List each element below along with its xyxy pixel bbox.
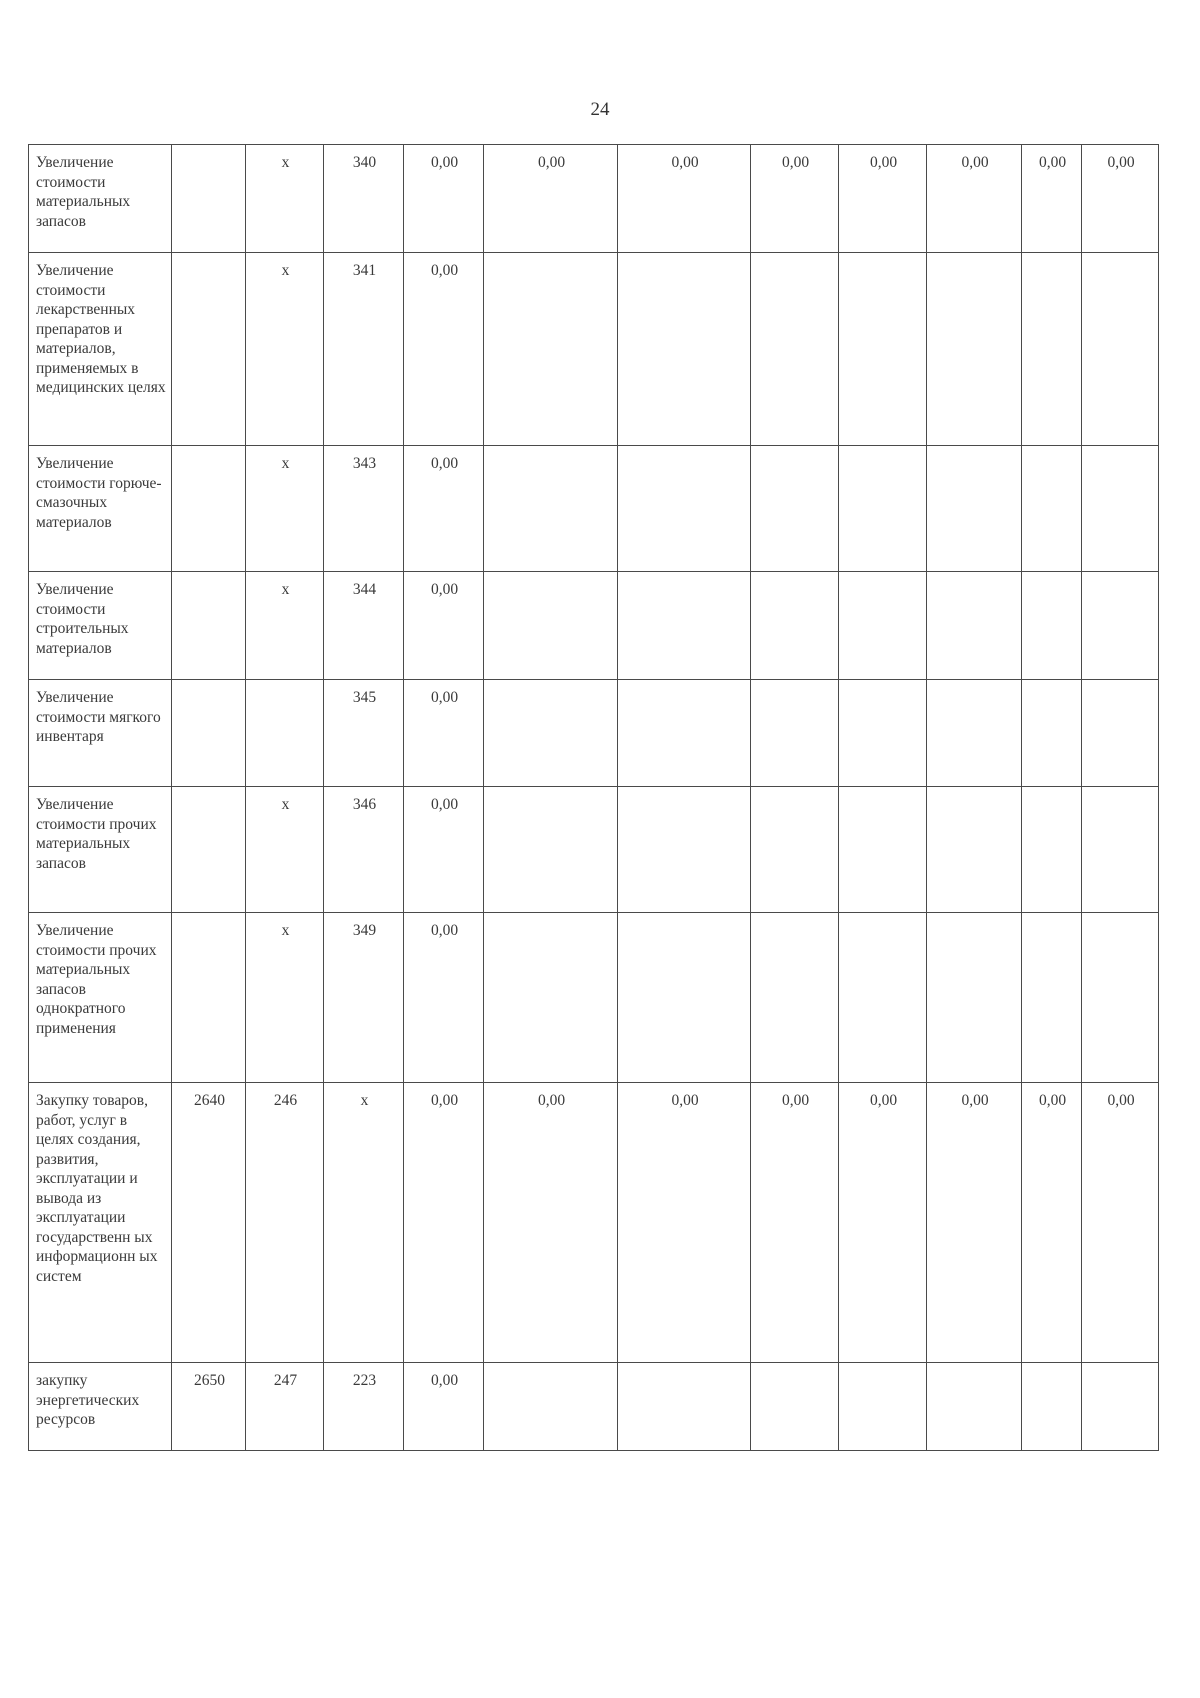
kosgu-code-cell: 349 xyxy=(324,913,404,1083)
amount-cell xyxy=(1082,913,1159,1083)
amount-cell xyxy=(618,787,751,913)
amount-cell: 0,00 xyxy=(1082,145,1159,253)
amount-cell xyxy=(618,572,751,680)
line-code-cell: 2640 xyxy=(172,1083,246,1363)
amount-cell xyxy=(839,572,927,680)
amount-cell xyxy=(1082,787,1159,913)
amount-cell xyxy=(484,1363,618,1451)
row-name-cell: Увеличение стоимости горюче-смазочных материалов xyxy=(29,446,172,572)
line-code-cell xyxy=(172,787,246,913)
amount-cell xyxy=(484,572,618,680)
kosgu-code-cell: х xyxy=(324,1083,404,1363)
row-name-cell: Увеличение стоимости лекарственных препаратов и материалов, применяемых в медицинских целях xyxy=(29,253,172,446)
amount-cell: 0,00 xyxy=(751,1083,839,1363)
line-code-cell xyxy=(172,913,246,1083)
amount-cell xyxy=(839,787,927,913)
table-row xyxy=(29,1363,1159,1451)
kosgu-code-cell: 344 xyxy=(324,572,404,680)
amount-cell: 0,00 xyxy=(618,145,751,253)
kbk-code-cell: 246 xyxy=(246,1083,324,1363)
amount-cell xyxy=(618,913,751,1083)
amount-cell xyxy=(1082,572,1159,680)
amount-cell: 0,00 xyxy=(404,1363,484,1451)
amount-cell xyxy=(839,913,927,1083)
table-row xyxy=(29,680,1159,787)
table-body xyxy=(29,145,1159,1451)
amount-cell xyxy=(751,913,839,1083)
line-code-cell xyxy=(172,572,246,680)
kosgu-code-cell: 345 xyxy=(324,680,404,787)
kosgu-code-cell: 346 xyxy=(324,787,404,913)
line-code-cell: 2650 xyxy=(172,1363,246,1451)
amount-cell xyxy=(1022,253,1082,446)
amount-cell: 0,00 xyxy=(839,145,927,253)
line-code-cell xyxy=(172,680,246,787)
kbk-code-cell: х xyxy=(246,787,324,913)
amount-cell xyxy=(1082,446,1159,572)
amount-cell xyxy=(839,680,927,787)
amount-cell xyxy=(751,787,839,913)
amount-cell: 0,00 xyxy=(751,145,839,253)
amount-cell xyxy=(751,253,839,446)
kbk-code-cell: х xyxy=(246,913,324,1083)
amount-cell: 0,00 xyxy=(927,1083,1022,1363)
amount-cell xyxy=(839,1363,927,1451)
amount-cell xyxy=(1022,787,1082,913)
amount-cell: 0,00 xyxy=(1022,1083,1082,1363)
amount-cell xyxy=(1022,572,1082,680)
amount-cell: 0,00 xyxy=(1082,1083,1159,1363)
page-number: 24 xyxy=(590,99,610,120)
amount-cell: 0,00 xyxy=(839,1083,927,1363)
amount-cell xyxy=(484,787,618,913)
table-row xyxy=(29,145,1159,253)
amount-cell: 0,00 xyxy=(484,145,618,253)
row-name-cell: Увеличение стоимости материальных запасов xyxy=(29,145,172,253)
amount-cell xyxy=(484,913,618,1083)
row-name-cell: Увеличение стоимости строительных материалов xyxy=(29,572,172,680)
line-code-cell xyxy=(172,446,246,572)
amount-cell xyxy=(1082,680,1159,787)
amount-cell: 0,00 xyxy=(404,913,484,1083)
row-name-cell: Увеличение стоимости прочих материальных запасов однократного применения xyxy=(29,913,172,1083)
amount-cell: 0,00 xyxy=(618,1083,751,1363)
amount-cell: 0,00 xyxy=(404,253,484,446)
amount-cell xyxy=(927,572,1022,680)
kbk-code-cell: 247 xyxy=(246,1363,324,1451)
amount-cell xyxy=(484,680,618,787)
amount-cell xyxy=(751,446,839,572)
amount-cell xyxy=(484,446,618,572)
table-row xyxy=(29,787,1159,913)
row-name-cell: Увеличение стоимости прочих материальных запасов xyxy=(29,787,172,913)
amount-cell: 0,00 xyxy=(1022,145,1082,253)
amount-cell: 0,00 xyxy=(404,145,484,253)
amount-cell: 0,00 xyxy=(484,1083,618,1363)
kbk-code-cell: х xyxy=(246,253,324,446)
row-name-cell: Увеличение стоимости мягкого инвентаря xyxy=(29,680,172,787)
kbk-code-cell: х xyxy=(246,145,324,253)
table-row xyxy=(29,446,1159,572)
amount-cell xyxy=(927,253,1022,446)
amount-cell: 0,00 xyxy=(404,680,484,787)
table-row xyxy=(29,1083,1159,1363)
amount-cell xyxy=(618,680,751,787)
amount-cell xyxy=(839,446,927,572)
amount-cell xyxy=(618,446,751,572)
kosgu-code-cell: 343 xyxy=(324,446,404,572)
amount-cell xyxy=(484,253,618,446)
amount-cell: 0,00 xyxy=(404,787,484,913)
amount-cell xyxy=(751,572,839,680)
amount-cell xyxy=(1082,1363,1159,1451)
table-row xyxy=(29,913,1159,1083)
kbk-code-cell: х xyxy=(246,446,324,572)
kosgu-code-cell: 340 xyxy=(324,145,404,253)
amount-cell xyxy=(927,787,1022,913)
amount-cell xyxy=(927,446,1022,572)
amount-cell xyxy=(751,1363,839,1451)
amount-cell xyxy=(1082,253,1159,446)
line-code-cell xyxy=(172,253,246,446)
amount-cell xyxy=(751,680,839,787)
table-row xyxy=(29,572,1159,680)
amount-cell: 0,00 xyxy=(404,1083,484,1363)
amount-cell xyxy=(1022,913,1082,1083)
kbk-code-cell: х xyxy=(246,572,324,680)
amount-cell xyxy=(1022,1363,1082,1451)
amount-cell: 0,00 xyxy=(404,446,484,572)
amount-cell xyxy=(618,1363,751,1451)
amount-cell xyxy=(839,253,927,446)
amount-cell xyxy=(618,253,751,446)
kosgu-code-cell: 341 xyxy=(324,253,404,446)
amount-cell xyxy=(1022,446,1082,572)
row-name-cell: закупку энергетических ресурсов xyxy=(29,1363,172,1451)
line-code-cell xyxy=(172,145,246,253)
table-row xyxy=(29,253,1159,446)
budget-table xyxy=(28,144,1159,1451)
row-name-cell: Закупку товаров, работ, услуг в целях создания, развития, эксплуатации и вывода из эксплуатации государственн ых информационн ых систем xyxy=(29,1083,172,1363)
amount-cell xyxy=(927,680,1022,787)
kosgu-code-cell: 223 xyxy=(324,1363,404,1451)
amount-cell: 0,00 xyxy=(927,145,1022,253)
amount-cell xyxy=(1022,680,1082,787)
amount-cell xyxy=(927,913,1022,1083)
kbk-code-cell xyxy=(246,680,324,787)
amount-cell: 0,00 xyxy=(404,572,484,680)
amount-cell xyxy=(927,1363,1022,1451)
